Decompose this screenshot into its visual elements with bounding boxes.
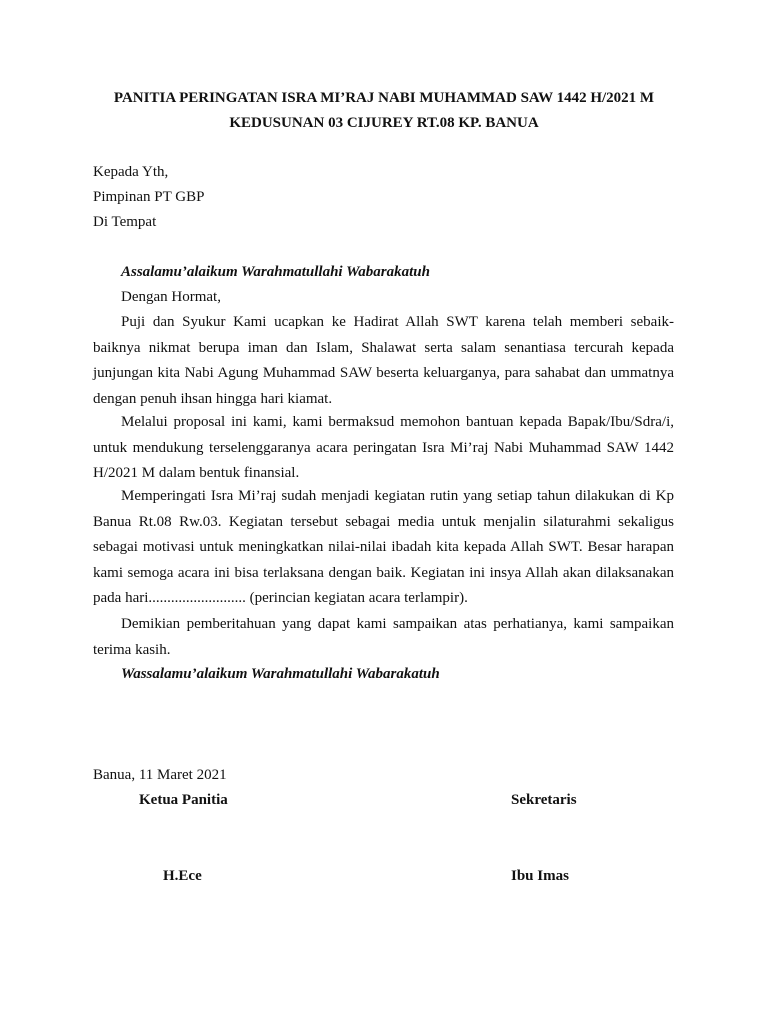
secretary-name: Ibu Imas xyxy=(511,868,569,884)
chairman-name: H.Ece xyxy=(163,868,202,884)
salutation: Dengan Hormat, xyxy=(121,289,221,305)
recipient-line-2: Pimpinan PT GBP xyxy=(93,189,205,205)
chairman-role-label: Ketua Panitia xyxy=(139,792,228,808)
letter-title-line-2: KEDUSUNAN 03 CIJUREY RT.08 KP. BANUA xyxy=(229,115,539,131)
closing-greeting: Wassalamu’alaikum Warahmatullahi Wabarakatuh xyxy=(121,666,440,682)
recipient-line-1: Kepada Yth, xyxy=(93,164,169,180)
paragraph-1: Puji dan Syukur Kami ucapkan ke Hadirat Allah SWT karena telah memberi sebaik-baiknya nikmat berupa iman dan Islam, Shalawat serta salam senantiasa tercurah kepada junjungan kita Nabi Agung Muhammad SAW beserta keluarganya, para sahabat dan ummatnya dengan penuh ihsan hingga hari kiamat. xyxy=(93,314,674,407)
letter-title-line-1: PANITIA PERINGATAN ISRA MI’RAJ NABI MUHAMMAD SAW 1442 H/2021 M xyxy=(113,90,655,106)
paragraph-4: Demikian pemberitahuan yang dapat kami sampaikan atas perhatianya, kami sampaikan terima kasih. xyxy=(93,616,674,658)
paragraph-3: Memperingati Isra Mi’raj sudah menjadi kegiatan rutin yang setiap tahun dilakukan di Kp Banua Rt.08 Rw.03. Kegiatan tersebut sebagai media untuk menjalin silaturahmi sekaligus sebagai motivasi untuk meningkatkan nilai-nilai ibadah kita kepada Allah SWT. Besar harapan kami semoga acara ini bisa terlaksana dengan baik. Kegiatan ini insya Allah akan dilaksanakan pada hari.......................... (perincian kegiatan acara terlampir). xyxy=(93,488,674,606)
recipient-line-3: Di Tempat xyxy=(93,214,157,230)
secretary-role-label: Sekretaris xyxy=(511,792,577,808)
place-date: Banua, 11 Maret 2021 xyxy=(93,767,227,783)
opening-greeting: Assalamu’alaikum Warahmatullahi Wabarakatuh xyxy=(121,264,430,280)
paragraph-2: Melalui proposal ini kami, kami bermaksud memohon bantuan kepada Bapak/Ibu/Sdra/i, untuk mendukung terselenggaranya acara peringatan Isra Mi’raj Nabi Muhammad SAW 1442 H/2021 M dalam bentuk finansial. xyxy=(93,414,674,481)
